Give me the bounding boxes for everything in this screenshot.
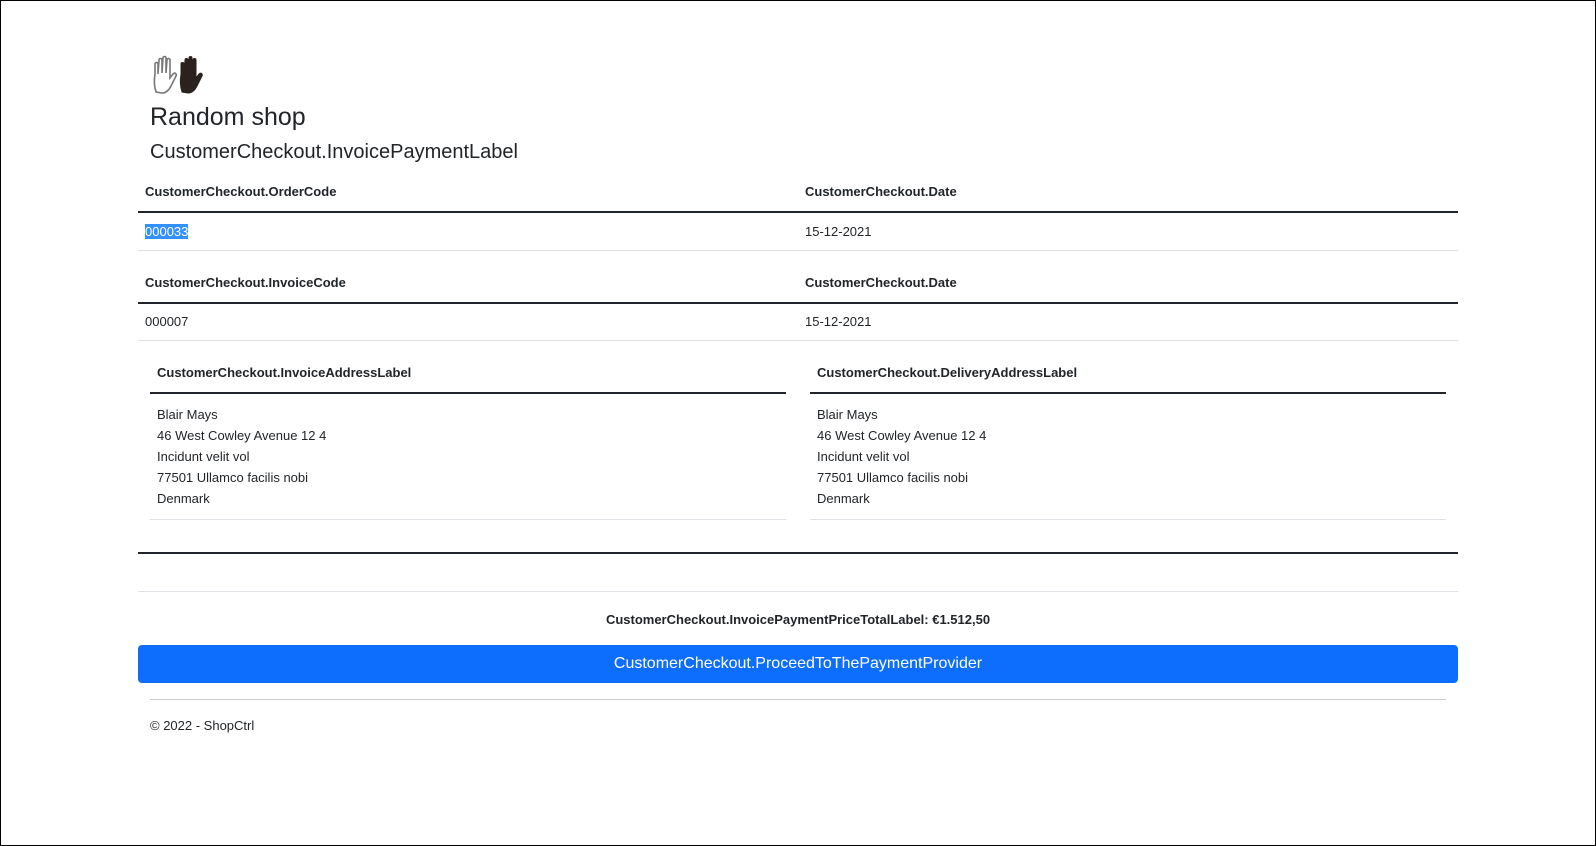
- order-date-header: CustomerCheckout.Date: [798, 172, 1458, 212]
- invoice-date-header: CustomerCheckout.Date: [798, 263, 1458, 303]
- delivery-address-line3: Incidunt velit vol: [817, 449, 910, 464]
- invoice-address-table: [150, 353, 786, 520]
- delivery-address-table: [810, 353, 1446, 520]
- invoice-address-header: CustomerCheckout.InvoiceAddressLabel: [150, 353, 786, 393]
- invoice-address-cell: [150, 393, 786, 520]
- payment-label: CustomerCheckout.InvoicePaymentLabel: [150, 141, 518, 163]
- order-date-cell: 15-12-2021: [798, 212, 1458, 250]
- shop-logo[interactable]: [150, 54, 1458, 96]
- delivery-address-street: 46 West Cowley Avenue 12 4: [817, 428, 987, 443]
- main-container: [138, 54, 1458, 733]
- footer-divider: [150, 699, 1446, 700]
- order-code-value: 000033: [145, 223, 189, 239]
- order-code-header: CustomerCheckout.OrderCode: [138, 172, 798, 212]
- shop-name: Random shop: [150, 103, 306, 131]
- table-header-row: [138, 263, 1458, 303]
- raised-hands-icon: [150, 54, 206, 96]
- proceed-to-payment-button[interactable]: CustomerCheckout.ProceedToThePaymentProvider: [138, 645, 1458, 683]
- invoice-address-zip-city: 77501 Ullamco facilis nobi: [157, 470, 309, 485]
- delivery-address-zip-city: 77501 Ullamco facilis nobi: [817, 470, 969, 485]
- invoice-table: [138, 263, 1458, 342]
- table-row: [138, 303, 1458, 341]
- order-code-cell: [138, 212, 798, 250]
- invoice-date-cell: 15-12-2021: [798, 303, 1458, 341]
- table-row: [810, 393, 1446, 520]
- invoice-address-name: Blair Mays: [157, 407, 218, 422]
- delivery-address-cell: [810, 393, 1446, 520]
- invoice-address-country: Denmark: [157, 491, 210, 506]
- invoice-code-header: CustomerCheckout.InvoiceCode: [138, 263, 798, 303]
- delivery-address-country: Denmark: [817, 491, 870, 506]
- delivery-address-header: CustomerCheckout.DeliveryAddressLabel: [810, 353, 1446, 393]
- divider: [138, 591, 1458, 592]
- footer-copyright: © 2022 - ShopCtrl: [150, 718, 255, 733]
- delivery-address-name: Blair Mays: [817, 407, 878, 422]
- order-table: [138, 172, 1458, 251]
- table-row: [138, 212, 1458, 250]
- invoice-address-street: 46 West Cowley Avenue 12 4: [157, 428, 327, 443]
- price-total: CustomerCheckout.InvoicePaymentPriceTotalLabel: €1.512,50: [605, 612, 991, 627]
- table-row: [150, 393, 786, 520]
- invoice-address-line3: Incidunt velit vol: [157, 449, 250, 464]
- divider: [138, 552, 1458, 554]
- address-section: [138, 353, 1458, 520]
- invoice-code-cell: 000007: [138, 303, 798, 341]
- table-header-row: [138, 172, 1458, 212]
